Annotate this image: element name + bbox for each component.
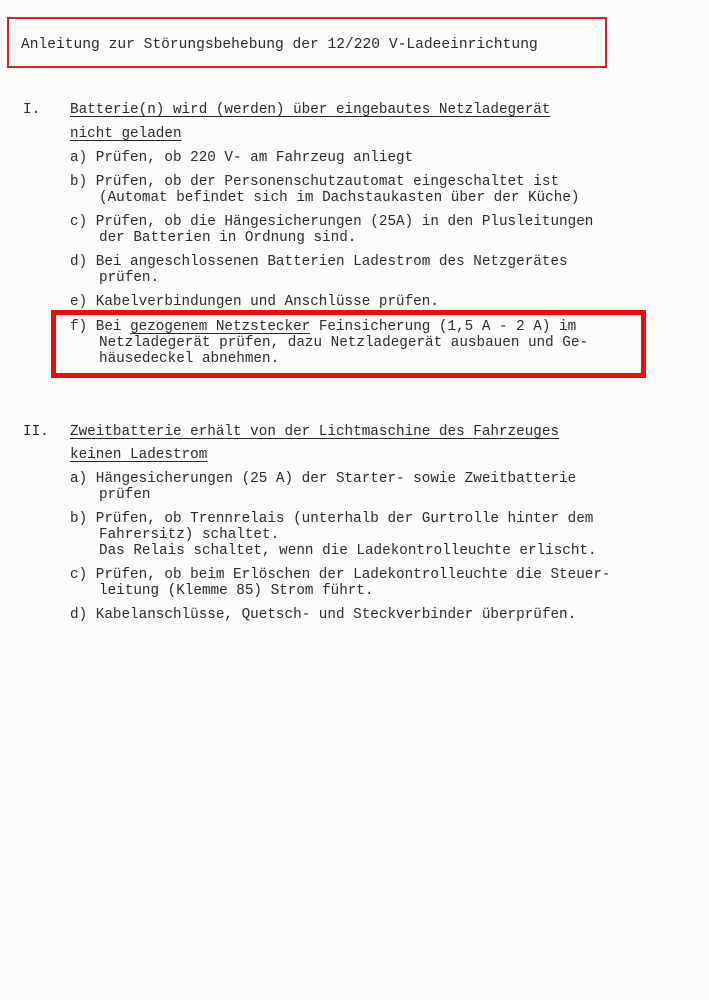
section-1-item-d-line-2: prüfen. — [99, 270, 160, 286]
section-2-item-c-line-2: leitung (Klemme 85) Strom führt. — [99, 583, 374, 599]
section-2-item-c-line-1: c) Prüfen, ob beim Erlöschen der Ladekontrolleuchte die Steuer- — [70, 567, 611, 583]
section-1-item-c-line-1: c) Prüfen, ob die Hängesicherungen (25A) in den Plusleitungen — [70, 214, 594, 230]
document-title: Anleitung zur Störungsbehebung der 12/220 V-Ladeeinrichtung — [21, 37, 538, 53]
section-1-item-b-line-1: b) Prüfen, ob der Personenschutzautomat eingeschaltet ist — [70, 174, 560, 190]
section-1-heading-line-2: nicht geladen — [70, 126, 182, 142]
section-1-item-b-line-2: (Automat befindet sich im Dachstaukasten über der Küche) — [99, 190, 580, 206]
section-1-item-f-line-1 — [70, 319, 576, 336]
section-2-item-a-line-1: a) Hängesicherungen (25 A) der Starter- sowie Zweitbatterie — [70, 471, 577, 487]
section-1-item-f-line-3: häusedeckel abnehmen. — [99, 351, 280, 367]
section-2-heading-line-2: keinen Ladestrom — [70, 447, 208, 463]
item-f-underlined-text: gezogenem Netzstecker — [130, 319, 311, 335]
section-1-item-e: e) Kabelverbindungen und Anschlüsse prüfen. — [70, 294, 439, 310]
section-2-item-b-line-2: Fahrersitz) schaltet. — [99, 527, 280, 543]
section-1-item-a: a) Prüfen, ob 220 V- am Fahrzeug anliegt — [70, 150, 414, 166]
section-1-heading-line-1: Batterie(n) wird (werden) über eingebautes Netzladegerät — [70, 102, 551, 118]
section-1-item-d-line-1: d) Bei angeschlossenen Batterien Ladestrom des Netzgerätes — [70, 254, 568, 270]
section-1-number: I. — [23, 102, 41, 118]
section-1-item-f-line-2: Netzladegerät prüfen, dazu Netzladegerät ausbauen und Ge- — [99, 335, 589, 351]
section-2-number: II. — [23, 424, 49, 440]
section-2-item-d: d) Kabelanschlüsse, Quetsch- und Steckverbinder überprüfen. — [70, 607, 577, 623]
section-2-item-a-line-2: prüfen — [99, 487, 151, 503]
section-2-item-b-line-1: b) Prüfen, ob Trennrelais (unterhalb der Gurtrolle hinter dem — [70, 511, 594, 527]
section-2-heading-line-1: Zweitbatterie erhält von der Lichtmaschine des Fahrzeuges — [70, 424, 560, 440]
section-1-item-c-line-2: der Batterien in Ordnung sind. — [99, 230, 357, 246]
section-2-item-b-line-3: Das Relais schaltet, wenn die Ladekontrolleuchte erlischt. — [99, 543, 597, 559]
item-f-prefix: f) Bei — [70, 319, 131, 335]
item-f-suffix: Feinsicherung (1,5 A - 2 A) im — [310, 319, 577, 335]
